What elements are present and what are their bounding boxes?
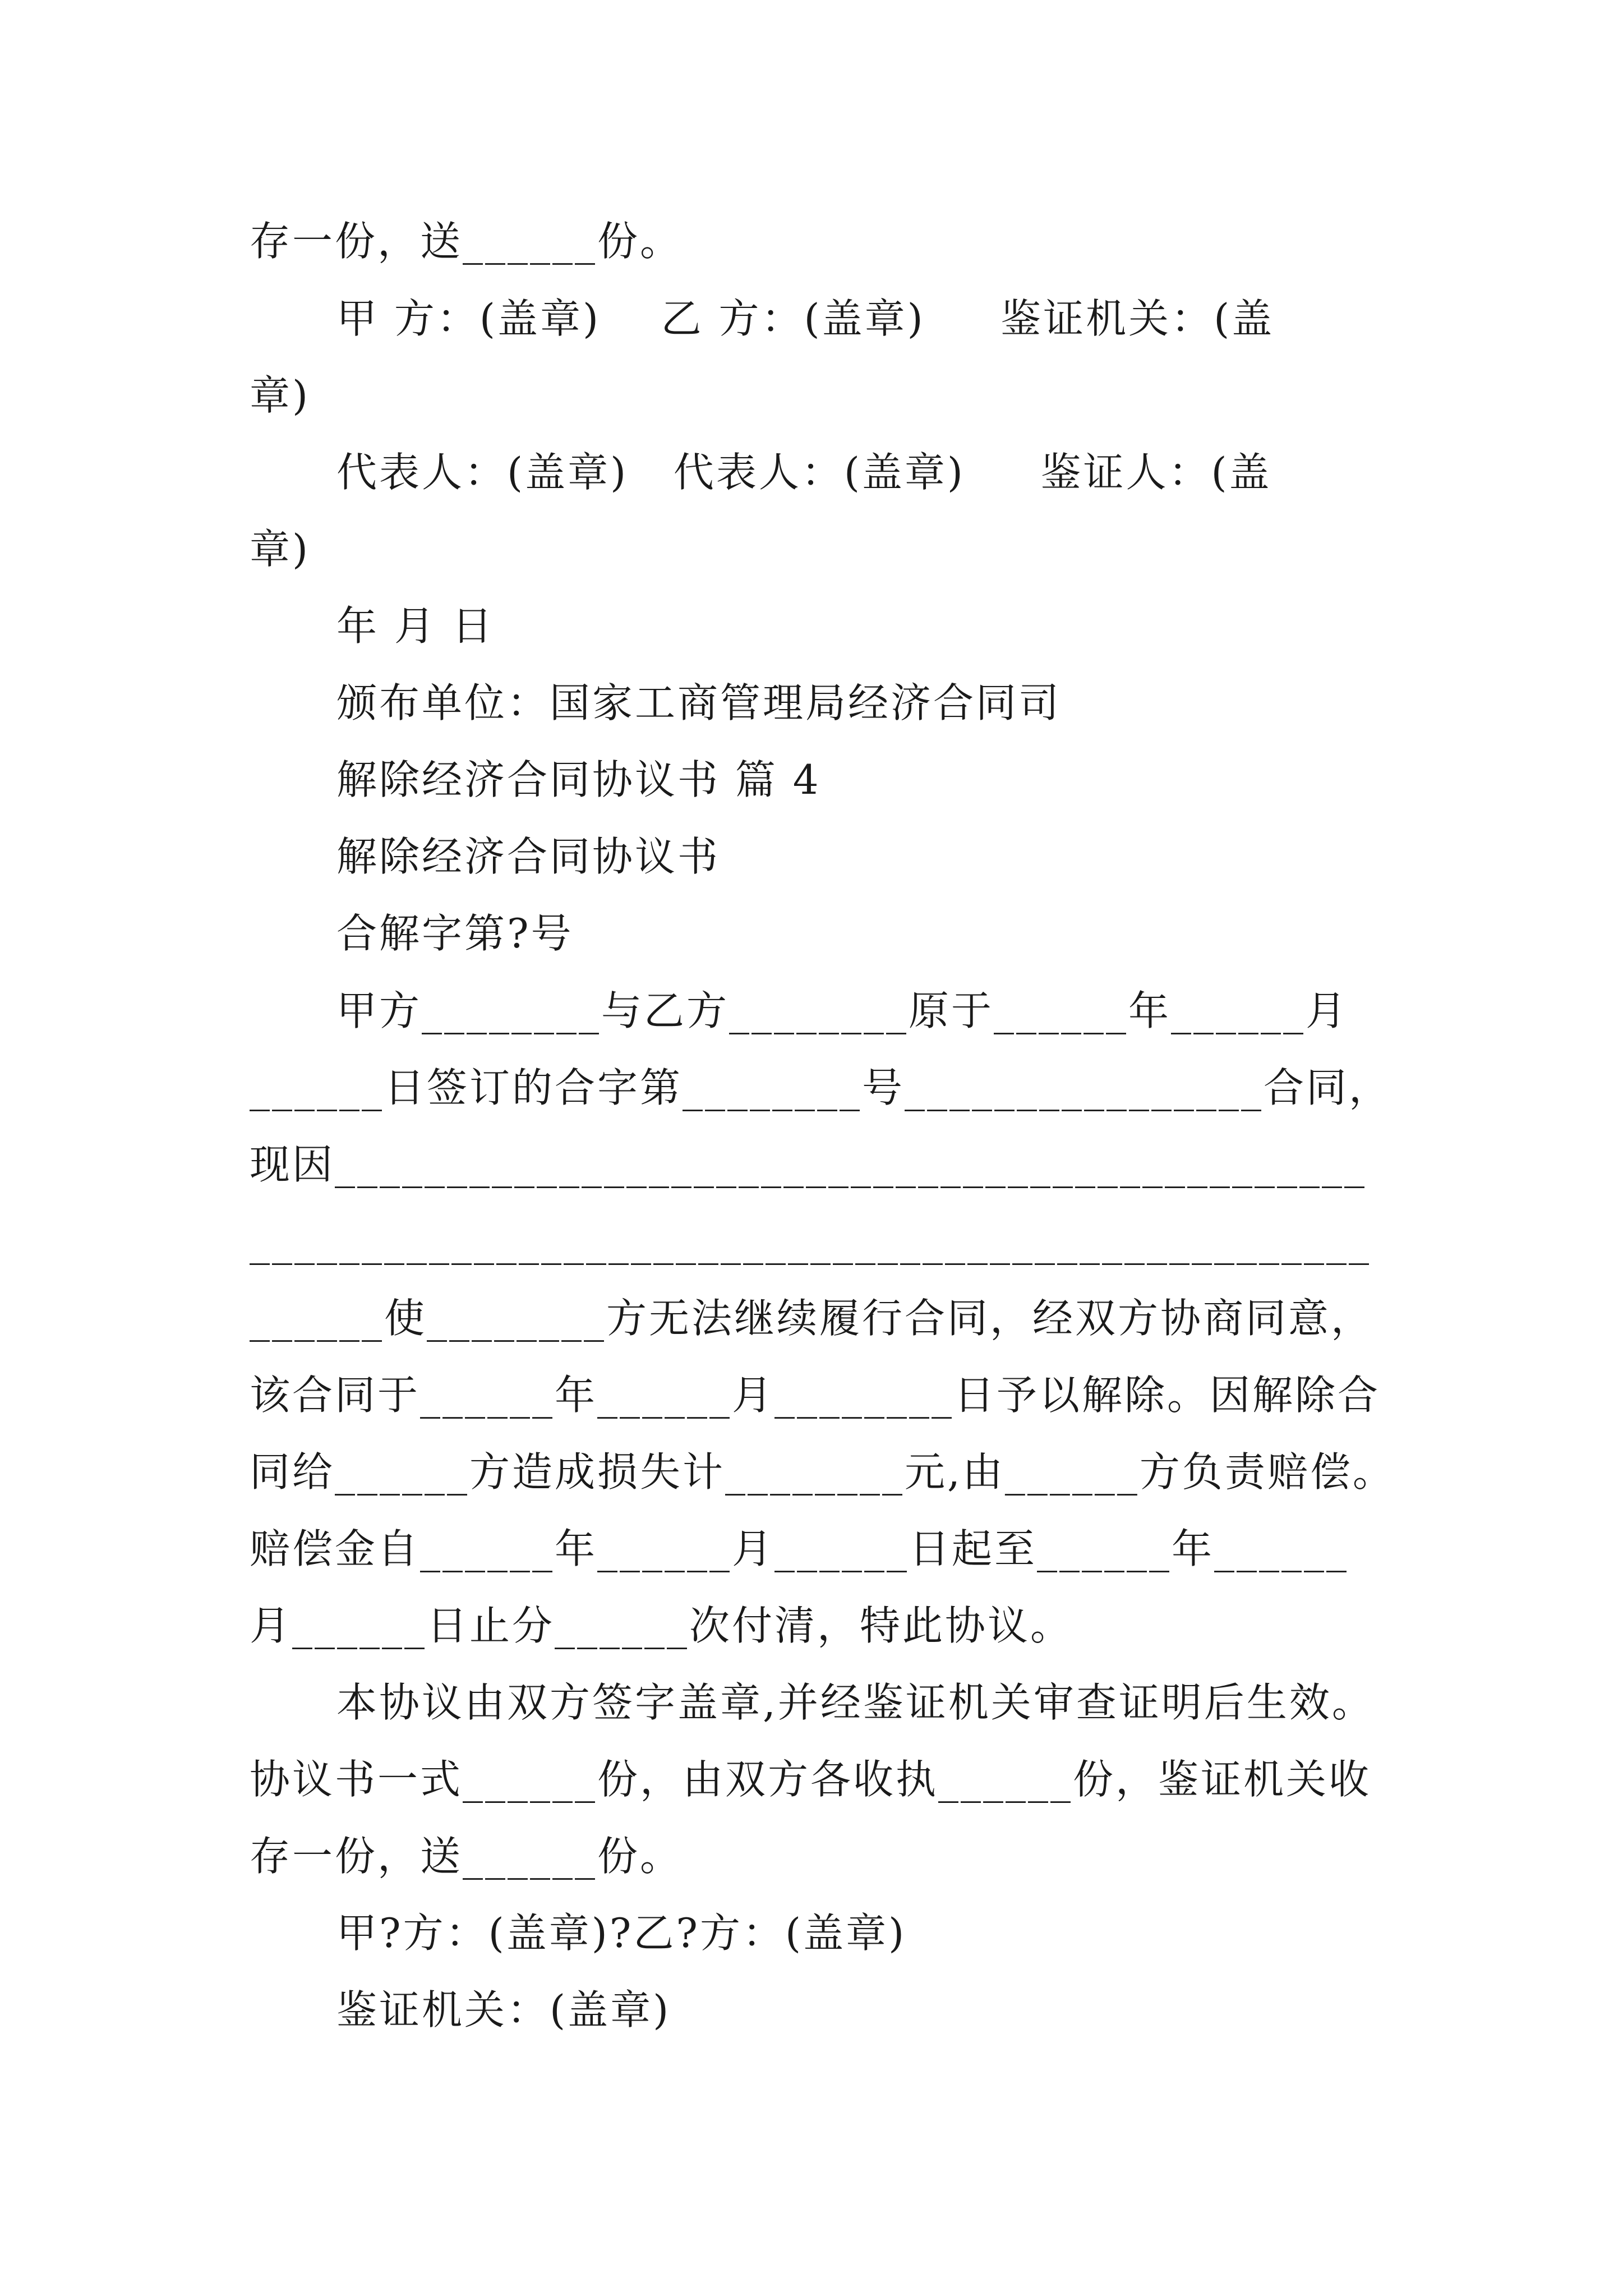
paragraph-line: 本协议由双方签字盖章,并经鉴证机关审查证明后生效。 (336, 1679, 1375, 1726)
signature-line: 甲?方：(盖章)?乙?方：(盖章) (336, 1910, 907, 1957)
paragraph-line: __________________________________________________ (250, 1218, 1371, 1265)
paragraph-line: 协议书一式______份，由双方各收执______份，鉴证机关收 (250, 1756, 1372, 1803)
paragraph-line: ______日签订的合字第________号________________合同， (250, 1064, 1392, 1111)
text-line: 代表人：(盖章) 代表人：(盖章) 鉴证人：(盖 (336, 449, 1272, 496)
paragraph-line: ______使________方无法继续履行合同，经双方协商同意， (250, 1295, 1374, 1342)
paragraph-line: 同给______方造成损失计________元,由______方负责赔偿。 (250, 1448, 1395, 1496)
text-line: 章) (250, 526, 311, 573)
document-title: 解除经济合同协议书 (336, 833, 721, 880)
text-line: 甲 方：(盖章) 乙 方：(盖章) 鉴证机关：(盖 (336, 295, 1275, 342)
text-line: 存一份，送______份。 (250, 218, 683, 265)
paragraph-line: 甲方________与乙方________原于______年______月 (336, 987, 1349, 1034)
paragraph-line: 赔偿金自______年______月______日起至______年______ (250, 1525, 1349, 1572)
document-number: 合解字第?号 (336, 910, 574, 957)
paragraph-line: 存一份，送______份。 (250, 1833, 683, 1880)
paragraph-line: 月______日止分______次付清，特此协议。 (250, 1602, 1073, 1649)
paragraph-line: 现因______________________________________________ (250, 1141, 1367, 1188)
text-line: 章) (250, 372, 311, 419)
date-line: 年 月 日 (336, 602, 495, 650)
paragraph-line: 该合同于______年______月________日予以解除。因解除合 (250, 1372, 1381, 1419)
signature-line: 鉴证机关：(盖章) (336, 1986, 671, 2033)
section-heading: 解除经济合同协议书 篇 4 (336, 756, 821, 803)
issuer-line: 颁布单位：国家工商管理局经济合同司 (336, 679, 1062, 726)
